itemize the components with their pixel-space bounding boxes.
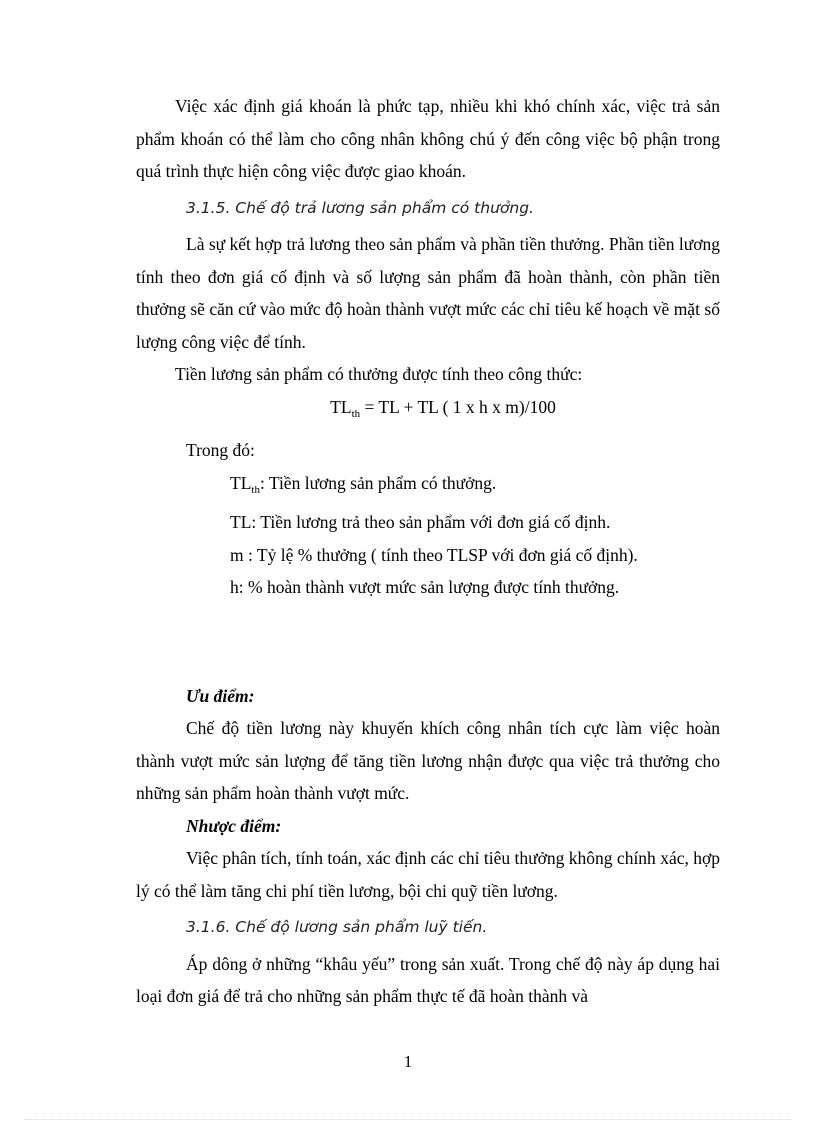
paragraph-progressive-piece-rate: Áp dông ở những “khâu yếu” trong sản xuất. Trong chế độ này áp dụng hai loại đơn giá để trả cho những sản phẩm thực tế đã hoàn thành và	[136, 953, 720, 1006]
paragraph-piece-rate-difficulty: Việc xác định giá khoán là phức tạp, nhiều khi khó chính xác, việc trả sản phẩm khoán có thể làm cho công nhân không chú ý đến công việc bộ phận trong quá trình thực hiện công việc được giao khoán.	[136, 96, 720, 181]
definition-tlth-text: : Tiền lương sản phẩm có thưởng.	[259, 472, 497, 493]
definition-tlth-symbol: TL	[230, 472, 252, 493]
page-number: 1	[403, 1052, 413, 1071]
paragraph-disadvantages: Việc phân tích, tính toán, xác định các chỉ tiêu thưởng không chính xác, hợp lý có thể làm tăng chi phí tiền lương, bội chi quỹ tiền lương.	[136, 848, 720, 901]
page-content	[136, 90, 720, 1013]
definition-h: h: % hoàn thành vượt mức sản lượng được tính thưởng.	[230, 577, 620, 597]
definition-m: m : Tỷ lệ % thưởng ( tính theo TLSP với đơn giá cố định).	[230, 544, 638, 565]
definition-tl: TL: Tiền lương trả theo sản phẩm với đơn giá cố định.	[230, 512, 611, 532]
bonus-formula	[136, 391, 720, 431]
advantages-label: Ưu điểm:	[186, 685, 255, 706]
blank-space	[136, 604, 720, 680]
definition-tlth	[136, 467, 720, 507]
paragraph-formula-intro: Tiền lương sản phẩm có thưởng được tính theo công thức:	[175, 364, 583, 384]
formula-lhs-subscript: th	[351, 407, 361, 420]
page-bottom-divider	[24, 1119, 792, 1120]
formula-rhs: = TL + TL ( 1 x h x m)/100	[360, 396, 556, 417]
definition-tlth-subscript: th	[251, 483, 260, 496]
paragraph-bonus-definition: Là sự kết hợp trả lương theo sản phẩm và phần tiền thưởng. Phần tiền lương tính theo đơn giá cố định và số lượng sản phẩm đã hoàn thành, còn phần tiền thưởng sẽ căn cứ vào mức độ hoàn thành vượt mức các chỉ tiêu kế hoạch về mặt số lượng công việc để tính.	[136, 234, 720, 352]
paragraph-advantages: Chế độ tiền lương này khuyến khích công nhân tích cực làm việc hoàn thành vượt mức sản lượng để tăng tiền lương nhận được qua việc trả thưởng cho những sản phẩm hoàn thành vượt mức.	[136, 718, 720, 803]
where-label: Trong đó:	[186, 440, 255, 460]
formula-lhs: TL	[330, 396, 352, 417]
section-heading-3-1-6: 3.1.6. Chế độ lương sản phẩm luỹ tiến.	[186, 918, 488, 936]
section-heading-3-1-5: 3.1.5. Chế độ trả lương sản phẩm có thưởng.	[186, 198, 534, 217]
disadvantages-label: Nhược điểm:	[186, 815, 282, 836]
